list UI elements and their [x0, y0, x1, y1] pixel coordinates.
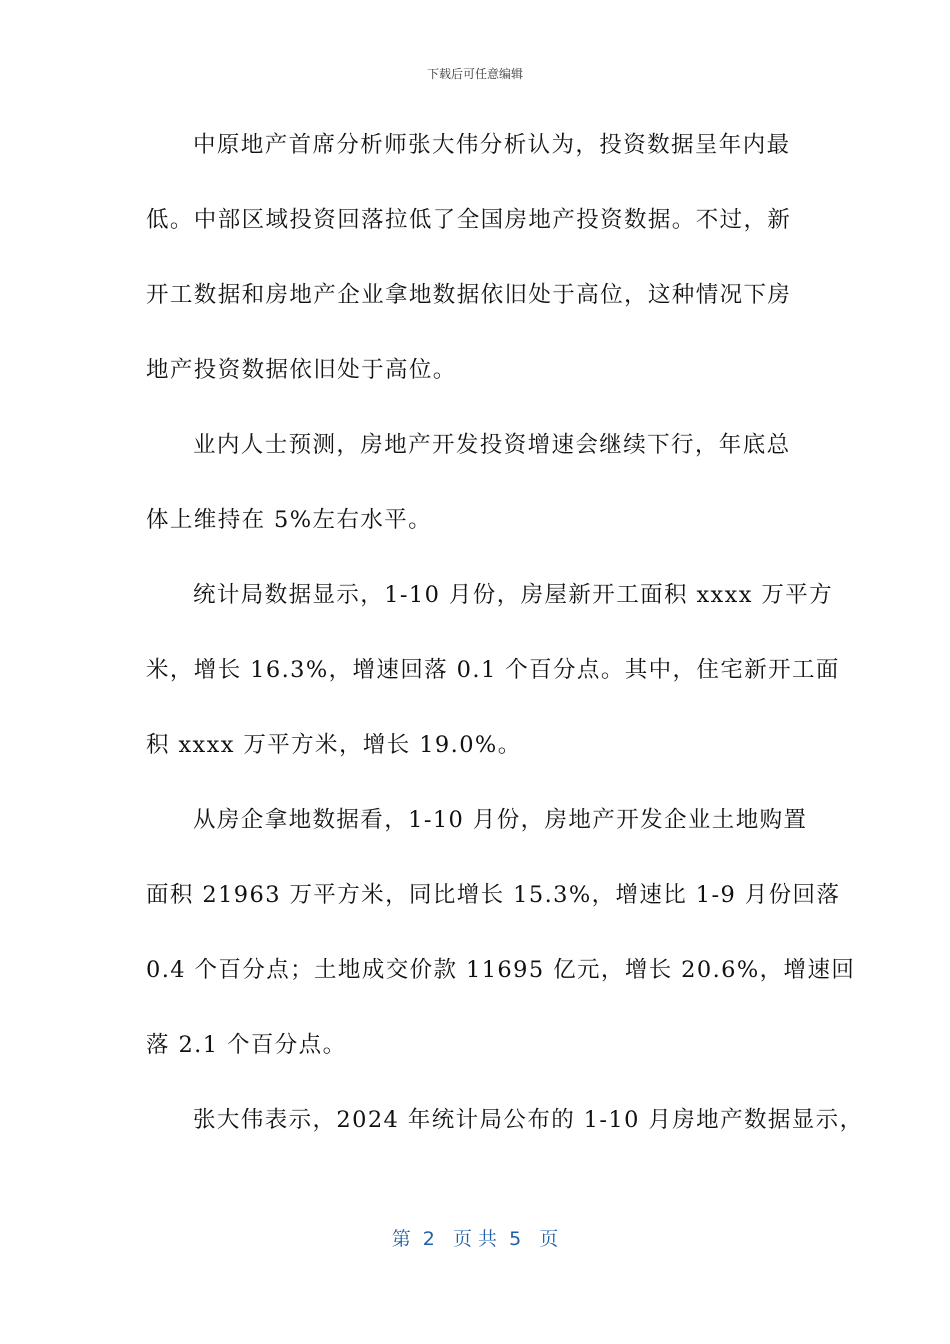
page-header: 下载后可任意编辑: [426, 67, 523, 81]
page-number-footer: 第 2 页 共 5 页: [391, 1228, 559, 1250]
body-line-12: 0.4 个百分点；土地成交价款 11695 亿元，增长 20.6%，增速回: [146, 957, 856, 983]
body-line-2: 低。中部区域投资回落拉低了全国房地产投资数据。不过，新: [146, 207, 792, 233]
body-line-6: 体上维持在 5%左右水平。: [146, 507, 433, 533]
body-line-11: 面积 21963 万平方米，同比增长 15.3%，增速比 1-9 月份回落: [146, 882, 841, 908]
body-line-10: 从房企拿地数据看，1-10 月份，房地产开发企业土地购置: [193, 807, 808, 833]
body-line-9: 积 xxxx 万平方米，增长 19.0%。: [146, 732, 522, 758]
body-line-7: 统计局数据显示，1-10 月份，房屋新开工面积 xxxx 万平方: [193, 582, 834, 608]
body-line-3: 开工数据和房地产企业拿地数据依旧处于高位，这种情况下房: [146, 282, 792, 308]
body-line-8: 米，增长 16.3%，增速回落 0.1 个百分点。其中，住宅新开工面: [146, 657, 840, 683]
body-line-14: 张大伟表示，2024 年统计局公布的 1-10 月房地产数据显示，: [193, 1107, 864, 1133]
body-line-13: 落 2.1 个百分点。: [146, 1032, 347, 1058]
body-line-4: 地产投资数据依旧处于高位。: [146, 357, 457, 383]
body-line-1: 中原地产首席分析师张大伟分析认为，投资数据呈年内最: [193, 132, 791, 158]
body-line-5: 业内人士预测，房地产开发投资增速会继续下行，年底总: [193, 432, 791, 458]
